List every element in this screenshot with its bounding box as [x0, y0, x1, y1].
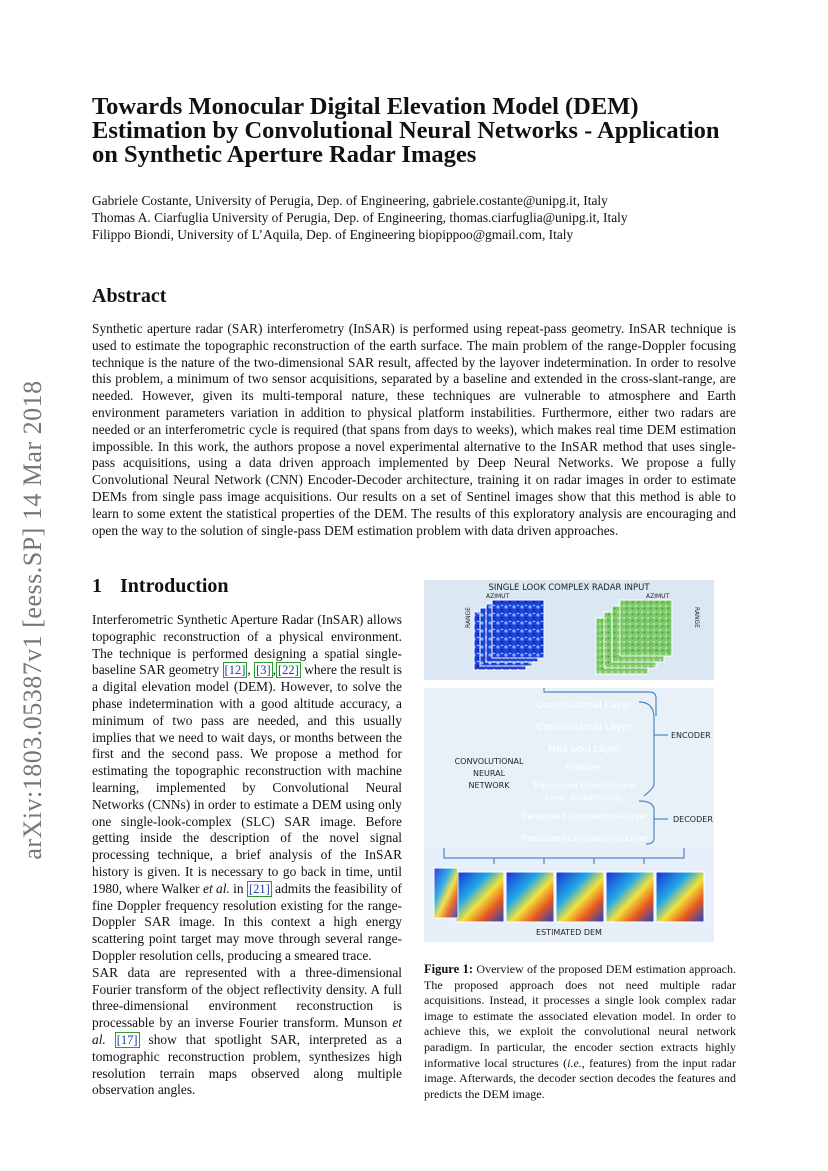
azimut-label: AZIMUT	[646, 593, 670, 600]
intro-run: ,	[272, 662, 277, 678]
cnn-label-line: NEURAL	[472, 769, 506, 778]
intro-run: admits the feasibility of fine Doppler frequency resolution existing for the range-Doppler SAR image. In this context a high energy scattering point target may move through several range-Doppler resolution cells, producing a smeared trace.	[92, 880, 402, 963]
abstract-heading: Abstract	[92, 285, 167, 307]
transposed-conv-layer-2: Transposed Convolutional Layer	[520, 834, 648, 843]
figure-1	[424, 580, 714, 942]
intro-run: in	[229, 880, 247, 896]
range-label: RANGE	[692, 607, 700, 628]
abstract-text: Synthetic aperture radar (SAR) interferometry (InSAR) is performed using repeat-pass geometry. InSAR technique is used to estimate the topographic reconstruction of the earth surface. The main problem of the range-Doppler focusing technique is the nature of the two-dimensional SAR result, affected by the layover indetermination. In order to resolve this problem, a minimum of two sensor acquisitions, separated by a baseline and extended in the cross-slant-range, are needed. However, given its multi-temporal nature, these techniques are vulnerable to atmosphere and Earth environment parameters variation in addition to physical platform instabilities. Furthermore, either two radars are needed or an interferometric cycle is required (that spans from days to weeks), which makes real time DEM estimation impossible. In this work, the authors propose a novel experimental alternative to the InSAR method that uses single-pass acquisitions, using a data driven approach implemented by Deep Neural Networks. We propose a fully Convolutional Neural Network (CNN) Encoder-Decoder architecture, training it on radar images in order to estimate DEMs from single pass image acquisitions. Our results on a set of Sentinel images show that this method is able to learn to some extent the statistical properties of the DEM. The results of this exploratory analysis are encouraging and open the way to the solution of single-pass DEM estimation problem with data driven approaches.	[92, 321, 736, 538]
blue-radar-stack	[474, 600, 544, 670]
conv-layer-2: Convolutional Layer	[536, 722, 632, 733]
caption-label: Figure 1:	[424, 962, 474, 976]
intro-run: et al.	[203, 880, 230, 896]
section-number: 1	[92, 575, 102, 597]
caption-text: i.e.	[567, 1055, 582, 1070]
intro-heading	[92, 575, 229, 598]
conv-layer-1: Convolutional Layer	[536, 700, 632, 711]
intro-run: ,	[247, 662, 255, 678]
intro-run: show that spotlight SAR, interpreted as a tomographic reconstruction problem, synthesizes high resolution terrain maps observed along multiple observation angles.	[92, 1031, 402, 1098]
author-line: Gabriele Costante, University of Perugia, Dep. of Engineering, gabriele.costante@unipg.it, Italy	[92, 193, 608, 208]
transposed-conv-layer-1: Transposed Convolutional Layer	[520, 812, 648, 821]
decoder-label: DECODER	[673, 815, 713, 824]
network-panel	[424, 688, 714, 848]
caption-text: Overview of the proposed DEM estimation approach. The proposed approach does not need multiple radar acquisitions. Instead, it processes a single look complex radar image to estimate the associated elevation model. In order to achieve this, we exploit the convolutional neural network paradigm. In particular, the encoder section extracts highly informative local structures (	[424, 962, 737, 1070]
transposed-conv-upsampling: Transposed Convolutional Layer (Upsampling)	[532, 781, 636, 802]
caption-text: , features) from the input radar image. Afterwards, the decoder section decodes the features and predicts the DEM image.	[424, 1055, 736, 1101]
encoder-label: ENCODER	[671, 731, 711, 740]
citation-link[interactable]: [12]	[224, 663, 246, 678]
intro-text	[92, 612, 402, 1099]
paper-title: Towards Monocular Digital Elevation Model (DEM) Estimation by Convolutional Neural Networks - Application on Synthetic Aperture Radar Images	[92, 93, 720, 168]
citation-link[interactable]: [17]	[116, 1032, 138, 1047]
figure-caption	[424, 962, 736, 1102]
features-block: Features	[565, 763, 603, 773]
green-radar-stack	[596, 600, 672, 674]
section-title: Introduction	[120, 575, 229, 597]
radar-input-title: SINGLE LOOK COMPLEX RADAR INPUT	[488, 583, 650, 593]
arxiv-identifier: arXiv:1803.05387v1 [eess.SP] 14 Mar 2018	[18, 380, 47, 860]
intro-run: where the result is a digital elevation model (DEM). However, to solve the phase indetermination with a good altitude accuracy, a minimum of two pass are needed, and this usually implies that we need to wait days, or months between the first and the second pass. We propose a method for estimating the topographic reconstruction with machine learning, implemented by Convolutional Neural Networks (CNNs) in order to estimate a DEM using only one single-look-complex (SLC) SAR image. Before getting inside the description of the novel signal processing technique, a brief analysis of the InSAR history is given. It is necessary to go back in time, until 1980, where Walker	[92, 662, 402, 896]
intro-run: Interferometric Synthetic Aperture Radar (InSAR) allows topographic reconstruction of a physical environment. The technique is performed designing a spatial single-baseline SAR geometry	[92, 612, 402, 678]
author-line: Filippo Biondi, University of L’Aquila, Dep. of Engineering biopippoo@gmail.com, Italy	[92, 227, 574, 242]
citation-link[interactable]: [22]	[278, 663, 299, 678]
range-label: RANGE	[464, 607, 472, 628]
intro-run: et al.	[92, 1015, 402, 1047]
author-line: Thomas A. Ciarfuglia University of Perugia, Dep. of Engineering, thomas.ciarfuglia@unipg.it, Italy	[92, 210, 628, 225]
maxpool-layer: Max pool Layer	[547, 744, 621, 755]
citation-link[interactable]: [21]	[248, 881, 270, 896]
cnn-label-line: NETWORK	[468, 781, 510, 790]
cnn-label	[452, 756, 526, 792]
author-list	[92, 192, 742, 243]
radar-image-stacks	[424, 580, 714, 680]
cnn-label-line: CONVOLUTIONAL	[454, 757, 524, 766]
estimated-dem-panel	[424, 848, 714, 942]
azimut-label: AZIMUT	[486, 593, 510, 600]
radar-input-panel	[424, 580, 714, 680]
citation-link[interactable]: [3]	[256, 663, 271, 678]
estimated-dem-label: ESTIMATED DEM	[536, 928, 602, 937]
intro-run: SAR data are represented with a three-dimensional Fourier transform of the object reflectivity density. A full three-dimensional environment reconstruction is processable by an inverse Fourier transform. Munson	[92, 964, 402, 1031]
